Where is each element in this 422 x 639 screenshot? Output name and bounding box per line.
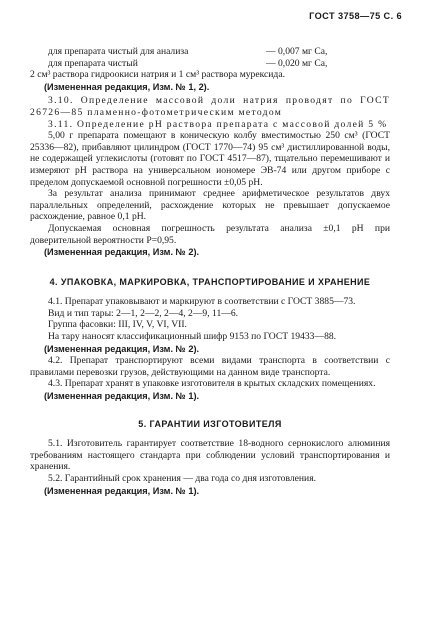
paragraph-5-2: 5.2. Гарантийный срок хранения — два года со дня изготовления.: [48, 473, 317, 484]
paragraph-4-1-code: На тару наносят классификационный шифр 9153 по ГОСТ 19433—88.: [48, 331, 337, 343]
text-line: — 0,020 мг Ca,: [266, 57, 328, 69]
text-line: — 0,007 мг Ca,: [266, 46, 328, 57]
text-row: [30, 58, 390, 70]
paragraph-4-3: 4.3. Препарат хранят в упаковке изготовителя в крытых складских помещениях.: [48, 378, 376, 390]
paragraph-3-11-result: За результат анализа принимают среднее арифметическое результатов двух параллельных определений, расхождение которых не превышает допускаемое расхождение, равное 0,1 pH.: [30, 188, 390, 223]
text-line: для препарата чистый: [48, 57, 138, 69]
paragraph-4-1: 4.1. Препарат упаковывают и маркируют в соответствии с ГОСТ 3885—73.: [48, 296, 356, 308]
text-row: [30, 46, 390, 58]
paragraph: 2 см³ раствора гидроокиси натрия и 1 см³ раствора мурексида.: [30, 69, 285, 81]
page-header: ГОСТ 3758—75 С. 6: [309, 11, 402, 21]
text-line: для препарата чистый для анализа: [48, 46, 189, 57]
edition-note: (Измененная редакция, Изм. № 1, 2).: [44, 81, 210, 92]
edition-note: (Измененная редакция, Изм. № 1).: [44, 391, 200, 402]
paragraph-3-11-body: 5,00 г препарата помещают в коническую колбу вместимостью 250 см³ (ГОСТ 25336—82), прибавляют цилиндром (ГОСТ 1770—74) 95 см³ дистиллированной воды, не содержащей углекислоты (готовят по ГОСТ 4517—87), тщательно перемешивают и измеряют pH раствора на универсальном иономере ЭВ-74 или другом приборе с пределом допускаемой основной погрешности ±0,05 pH.: [30, 130, 390, 188]
paragraph-3-10: 3.10. Определение массовой доли натрия проводят по ГОСТ 26726—85 пламенно-фотометрическим методом: [30, 95, 390, 118]
edition-note: (Измененная редакция, Изм. № 2).: [44, 343, 200, 354]
edition-note: (Измененная редакция, Изм. № 1).: [44, 485, 200, 496]
section-5-title: 5. ГАРАНТИИ ИЗГОТОВИТЕЛЯ: [138, 418, 282, 429]
paragraph-5-1: 5.1. Изготовитель гарантирует соответствие 18-водного сернокислого алюминия требованиям настоящего стандарта при соблюдении условий транспортирования и хранения.: [30, 438, 390, 473]
paragraph-4-2: 4.2. Препарат транспортируют всеми видами транспорта в соответствии с правилами перевозки грузов, действующими на данном виде транспорта.: [30, 355, 390, 378]
edition-note: (Измененная редакция, Изм. № 2).: [44, 247, 200, 258]
paragraph-4-1-group: Группа фасовки: III, IV, V, VI, VII.: [48, 319, 187, 331]
paragraph-4-1-tare: Вид и тип тары: 2—1, 2—2, 2—4, 2—9, 11—6.: [48, 307, 239, 319]
paragraph-3-11-title: 3.11. Определение pH раствора препарата с массовой долей 5 %: [48, 118, 388, 130]
section-4-title: 4. УПАКОВКА, МАРКИРОВКА, ТРАНСПОРТИРОВАНИЕ И ХРАНЕНИЕ: [49, 276, 371, 287]
document-body: [30, 46, 390, 497]
paragraph-3-11-error: Допускаемая основная погрешность результата анализа ±0,1 pH при доверительной вероятности P=0,95.: [30, 222, 390, 246]
